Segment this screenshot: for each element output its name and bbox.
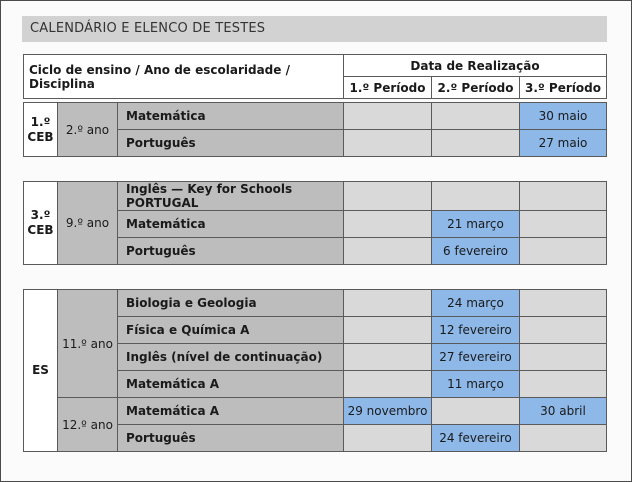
page-title: CALENDÁRIO E ELENCO DE TESTES <box>30 21 266 36</box>
disciplina-cell: Matemática A <box>118 371 344 398</box>
date-cell: 27 maio <box>520 130 607 157</box>
disciplina-cell: Matemática A <box>118 398 344 425</box>
date-cell <box>520 371 607 398</box>
disciplina-cell: Inglês (nível de continuação) <box>118 344 344 371</box>
table-row <box>24 103 607 130</box>
table-es <box>23 289 607 452</box>
ano-cell: 12.º ano <box>58 398 118 452</box>
period-header-2: 2.º Período <box>432 77 520 99</box>
date-cell <box>520 211 607 238</box>
date-cell <box>432 103 520 130</box>
col-main-header: Ciclo de ensino / Ano de escolaridade / Disciplina <box>24 55 344 99</box>
disciplina-cell: Português <box>118 425 344 452</box>
header-table <box>23 54 607 99</box>
date-cell <box>344 290 432 317</box>
ano-cell: 9.º ano <box>58 182 118 265</box>
disciplina-cell: Biologia e Geologia <box>118 290 344 317</box>
date-cell <box>344 344 432 371</box>
date-cell <box>520 317 607 344</box>
period-header-1: 1.º Período <box>344 77 432 99</box>
date-cell: 21 março <box>432 211 520 238</box>
table-row <box>24 398 607 425</box>
disciplina-cell: Matemática <box>118 211 344 238</box>
title-bar <box>22 16 607 42</box>
date-cell <box>344 103 432 130</box>
ano-cell: 2.º ano <box>58 103 118 157</box>
date-cell <box>344 371 432 398</box>
date-cell: 24 março <box>432 290 520 317</box>
ciclo-cell: ES <box>24 290 58 452</box>
date-cell <box>520 290 607 317</box>
date-cell <box>344 238 432 265</box>
date-cell <box>432 182 520 211</box>
date-cell <box>344 317 432 344</box>
disciplina-cell: Português <box>118 238 344 265</box>
disciplina-cell: Física e Química A <box>118 317 344 344</box>
date-cell: 27 fevereiro <box>432 344 520 371</box>
date-cell <box>344 425 432 452</box>
ano-cell: 11.º ano <box>58 290 118 398</box>
date-cell <box>520 344 607 371</box>
date-cell <box>344 130 432 157</box>
date-cell <box>520 238 607 265</box>
date-cell: 11 março <box>432 371 520 398</box>
date-cell <box>520 425 607 452</box>
date-cell <box>520 182 607 211</box>
ciclo-cell: 3.º CEB <box>24 182 58 265</box>
date-cell <box>344 211 432 238</box>
table-row <box>24 182 607 211</box>
date-cell <box>432 130 520 157</box>
disciplina-cell: Inglês — Key for Schools PORTUGAL <box>118 182 344 211</box>
date-cell <box>344 182 432 211</box>
date-cell: 29 novembro <box>344 398 432 425</box>
period-header-3: 3.º Período <box>520 77 607 99</box>
table-3ceb <box>23 181 607 265</box>
disciplina-cell: Português <box>118 130 344 157</box>
table-1ceb <box>23 102 607 157</box>
date-cell: 6 fevereiro <box>432 238 520 265</box>
date-cell: 30 maio <box>520 103 607 130</box>
table-row <box>24 290 607 317</box>
date-cell: 24 fevereiro <box>432 425 520 452</box>
date-group-header: Data de Realização <box>344 55 607 77</box>
date-cell: 12 fevereiro <box>432 317 520 344</box>
ciclo-cell: 1.º CEB <box>24 103 58 157</box>
date-cell: 30 abril <box>520 398 607 425</box>
disciplina-cell: Matemática <box>118 103 344 130</box>
date-cell <box>432 398 520 425</box>
